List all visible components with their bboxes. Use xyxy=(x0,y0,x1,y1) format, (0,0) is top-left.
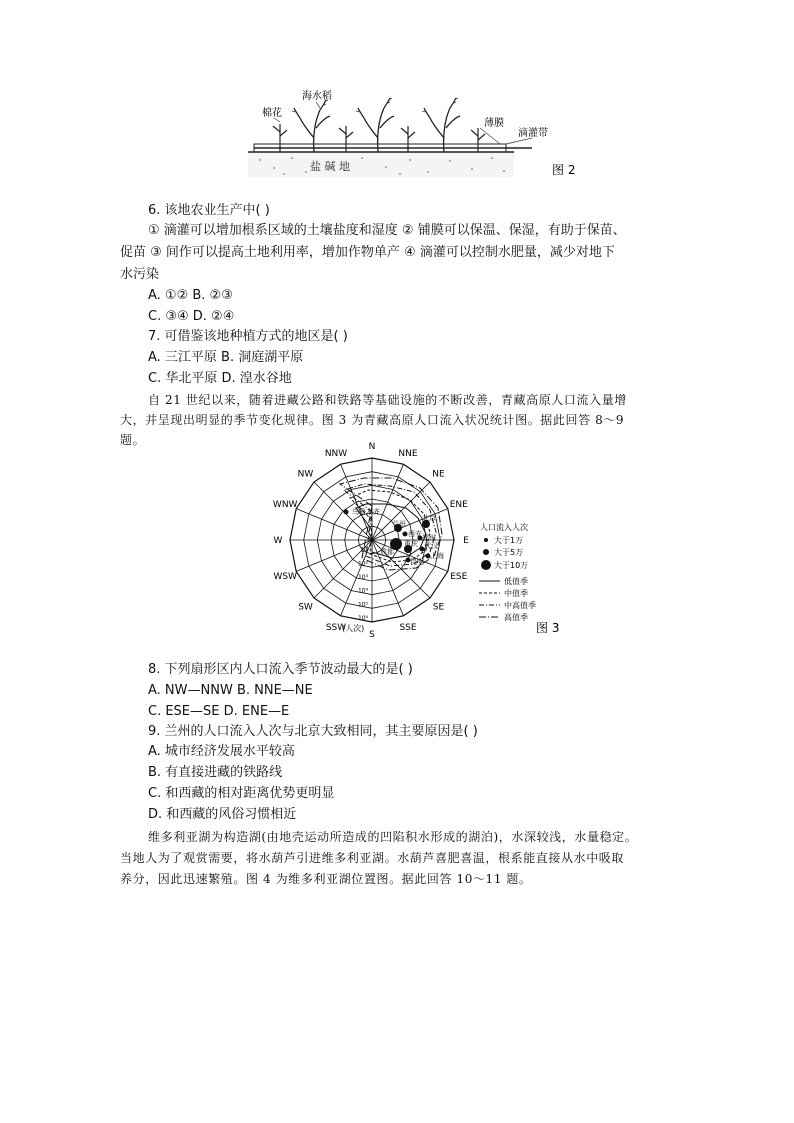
q8-options-ab: A. NW—NNW B. NNE—NE xyxy=(148,683,313,698)
q8-options-cd: C. ESE—SE D. ENE—E xyxy=(148,704,290,719)
q9-option-c: C. 和西藏的相对距离优势更明显 xyxy=(148,786,335,801)
direction-label: S xyxy=(369,630,375,640)
city-label: 西安 xyxy=(408,530,422,538)
legend-size-1: 大于1万 xyxy=(494,536,524,545)
passage-2-line-3: 题。 xyxy=(120,433,146,447)
q7-options-cd: C. 华北平原 D. 湟水谷地 xyxy=(148,371,292,386)
city-label: 兰州 xyxy=(392,520,406,528)
legend-size-3: 大于10万 xyxy=(494,561,529,570)
film-label: 薄膜 xyxy=(484,118,504,129)
ring-label: 10 xyxy=(360,546,368,554)
legend-size-2: 大于5万 xyxy=(494,548,524,557)
ring-label: 10² xyxy=(357,560,368,568)
passage-3-line-1: 维多利亚湖为构造湖(由地壳运动所造成的凹陷积水形成的湖泊)，水深较浅，水量稳定。 xyxy=(148,830,638,844)
q6-statement-line-3: 水污染 xyxy=(120,267,160,282)
direction-label: NNE xyxy=(398,449,418,460)
saline-soil-label: 盐 碱 地 xyxy=(310,160,350,173)
legend xyxy=(479,522,536,622)
ring-label: 10⁶ xyxy=(357,615,368,622)
legend-season-high: 高值季 xyxy=(504,613,528,622)
city-label: 北京 xyxy=(422,514,436,522)
q6-options-ab: A. ①② B. ②③ xyxy=(148,288,233,303)
direction-label: ENE xyxy=(449,500,468,510)
direction-label: ESE xyxy=(450,572,468,582)
passage-3-line-3: 养分，因此迅速繁殖。图 4 为维多利亚湖位置图。据此回答 10～11 题。 xyxy=(120,872,532,886)
ring-labels xyxy=(358,547,369,622)
legend-title: 人口流入人次 xyxy=(480,523,528,532)
q9-stem: 9. 兰州的人口流入人次与北京大致相同，其主要原因是( ) xyxy=(148,724,478,739)
city-label: 重庆 xyxy=(404,540,418,548)
direction-label: WSW xyxy=(273,572,297,582)
q7-options-ab: A. 三江平原 B. 洞庭湖平原 xyxy=(148,350,304,365)
figure-2-drip-irrigation-diagram xyxy=(240,88,590,188)
direction-label: WNW xyxy=(272,500,298,510)
direction-label: SSW xyxy=(325,622,347,633)
cotton-label: 棉花 xyxy=(262,108,282,119)
direction-label: SSE xyxy=(399,622,417,633)
city-label: 乌鲁木齐 xyxy=(352,508,380,516)
direction-label: NNW xyxy=(324,449,348,460)
q6-options-cd: C. ③④ D. ②④ xyxy=(148,309,235,324)
q6-statement-line-2: 促苗 ③ 间作可以提高土地利用率，增加作物单产 ④ 滴灌可以控制水肥量，减少对地下 xyxy=(120,245,615,260)
figure-3-population-inflow-radar xyxy=(260,442,600,640)
passage-2-line-2: 大，并呈现出明显的季节变化规律。图 3 为青藏高原人口流入状况统计图。据此回答 8～9 xyxy=(120,413,625,427)
direction-label: NE xyxy=(432,469,445,480)
drip-belt-label: 滴灌带 xyxy=(518,128,548,139)
figure-3-caption: 图 3 xyxy=(536,621,560,635)
direction-label: SW xyxy=(298,602,313,613)
q9-option-d: D. 和西藏的风俗习惯相近 xyxy=(148,807,297,822)
city-label: 昆明 xyxy=(410,558,424,566)
direction-label: N xyxy=(368,442,376,452)
passage-2-line-1: 自 21 世纪以来，随着进藏公路和铁路等基础设施的不断改善，青藏高原人口流入量增 xyxy=(148,393,627,407)
sea-rice-label: 海水稻 xyxy=(302,91,332,102)
ring-label: 10⁵ xyxy=(357,601,368,609)
legend-season-midhigh: 中高值季 xyxy=(504,601,536,610)
city-label: 上海 xyxy=(430,552,444,560)
axis-unit-label: (人次) xyxy=(342,624,365,633)
ring-label: 10³ xyxy=(357,574,368,581)
direction-label: NW xyxy=(297,469,314,480)
passage-3-line-2: 当地人为了观赏需要，将水葫芦引进维多利亚湖。水葫芦喜肥喜温，根系能直接从水中吸取 xyxy=(120,851,625,865)
city-label: 郑州 xyxy=(422,534,436,542)
legend-season-mid: 中值季 xyxy=(504,589,528,598)
q7-stem: 7. 可借鉴该地种植方式的地区是( ) xyxy=(148,329,348,344)
q6-statement-line-1: ① 滴灌可以增加根系区域的土壤盐度和湿度 ② 铺膜可以保温、保湿，有助于保苗、 xyxy=(148,223,626,238)
ring-label: 10⁴ xyxy=(357,587,368,595)
direction-label: E xyxy=(463,536,469,546)
direction-label: W xyxy=(273,536,283,546)
city-label: 武汉 xyxy=(424,542,438,550)
figure-2-caption: 图 2 xyxy=(552,163,576,177)
q9-option-b: B. 有直接进藏的铁路线 xyxy=(148,765,283,780)
q9-option-a: A. 城市经济发展水平较高 xyxy=(148,744,295,759)
direction-label: SE xyxy=(432,602,445,613)
city-label: 成都 xyxy=(380,548,394,556)
legend-season-low: 低值季 xyxy=(504,577,528,586)
q8-stem: 8. 下列扇形区内人口流入季节波动最大的是( ) xyxy=(148,662,413,677)
q6-stem: 6. 该地农业生产中( ) xyxy=(148,203,270,218)
